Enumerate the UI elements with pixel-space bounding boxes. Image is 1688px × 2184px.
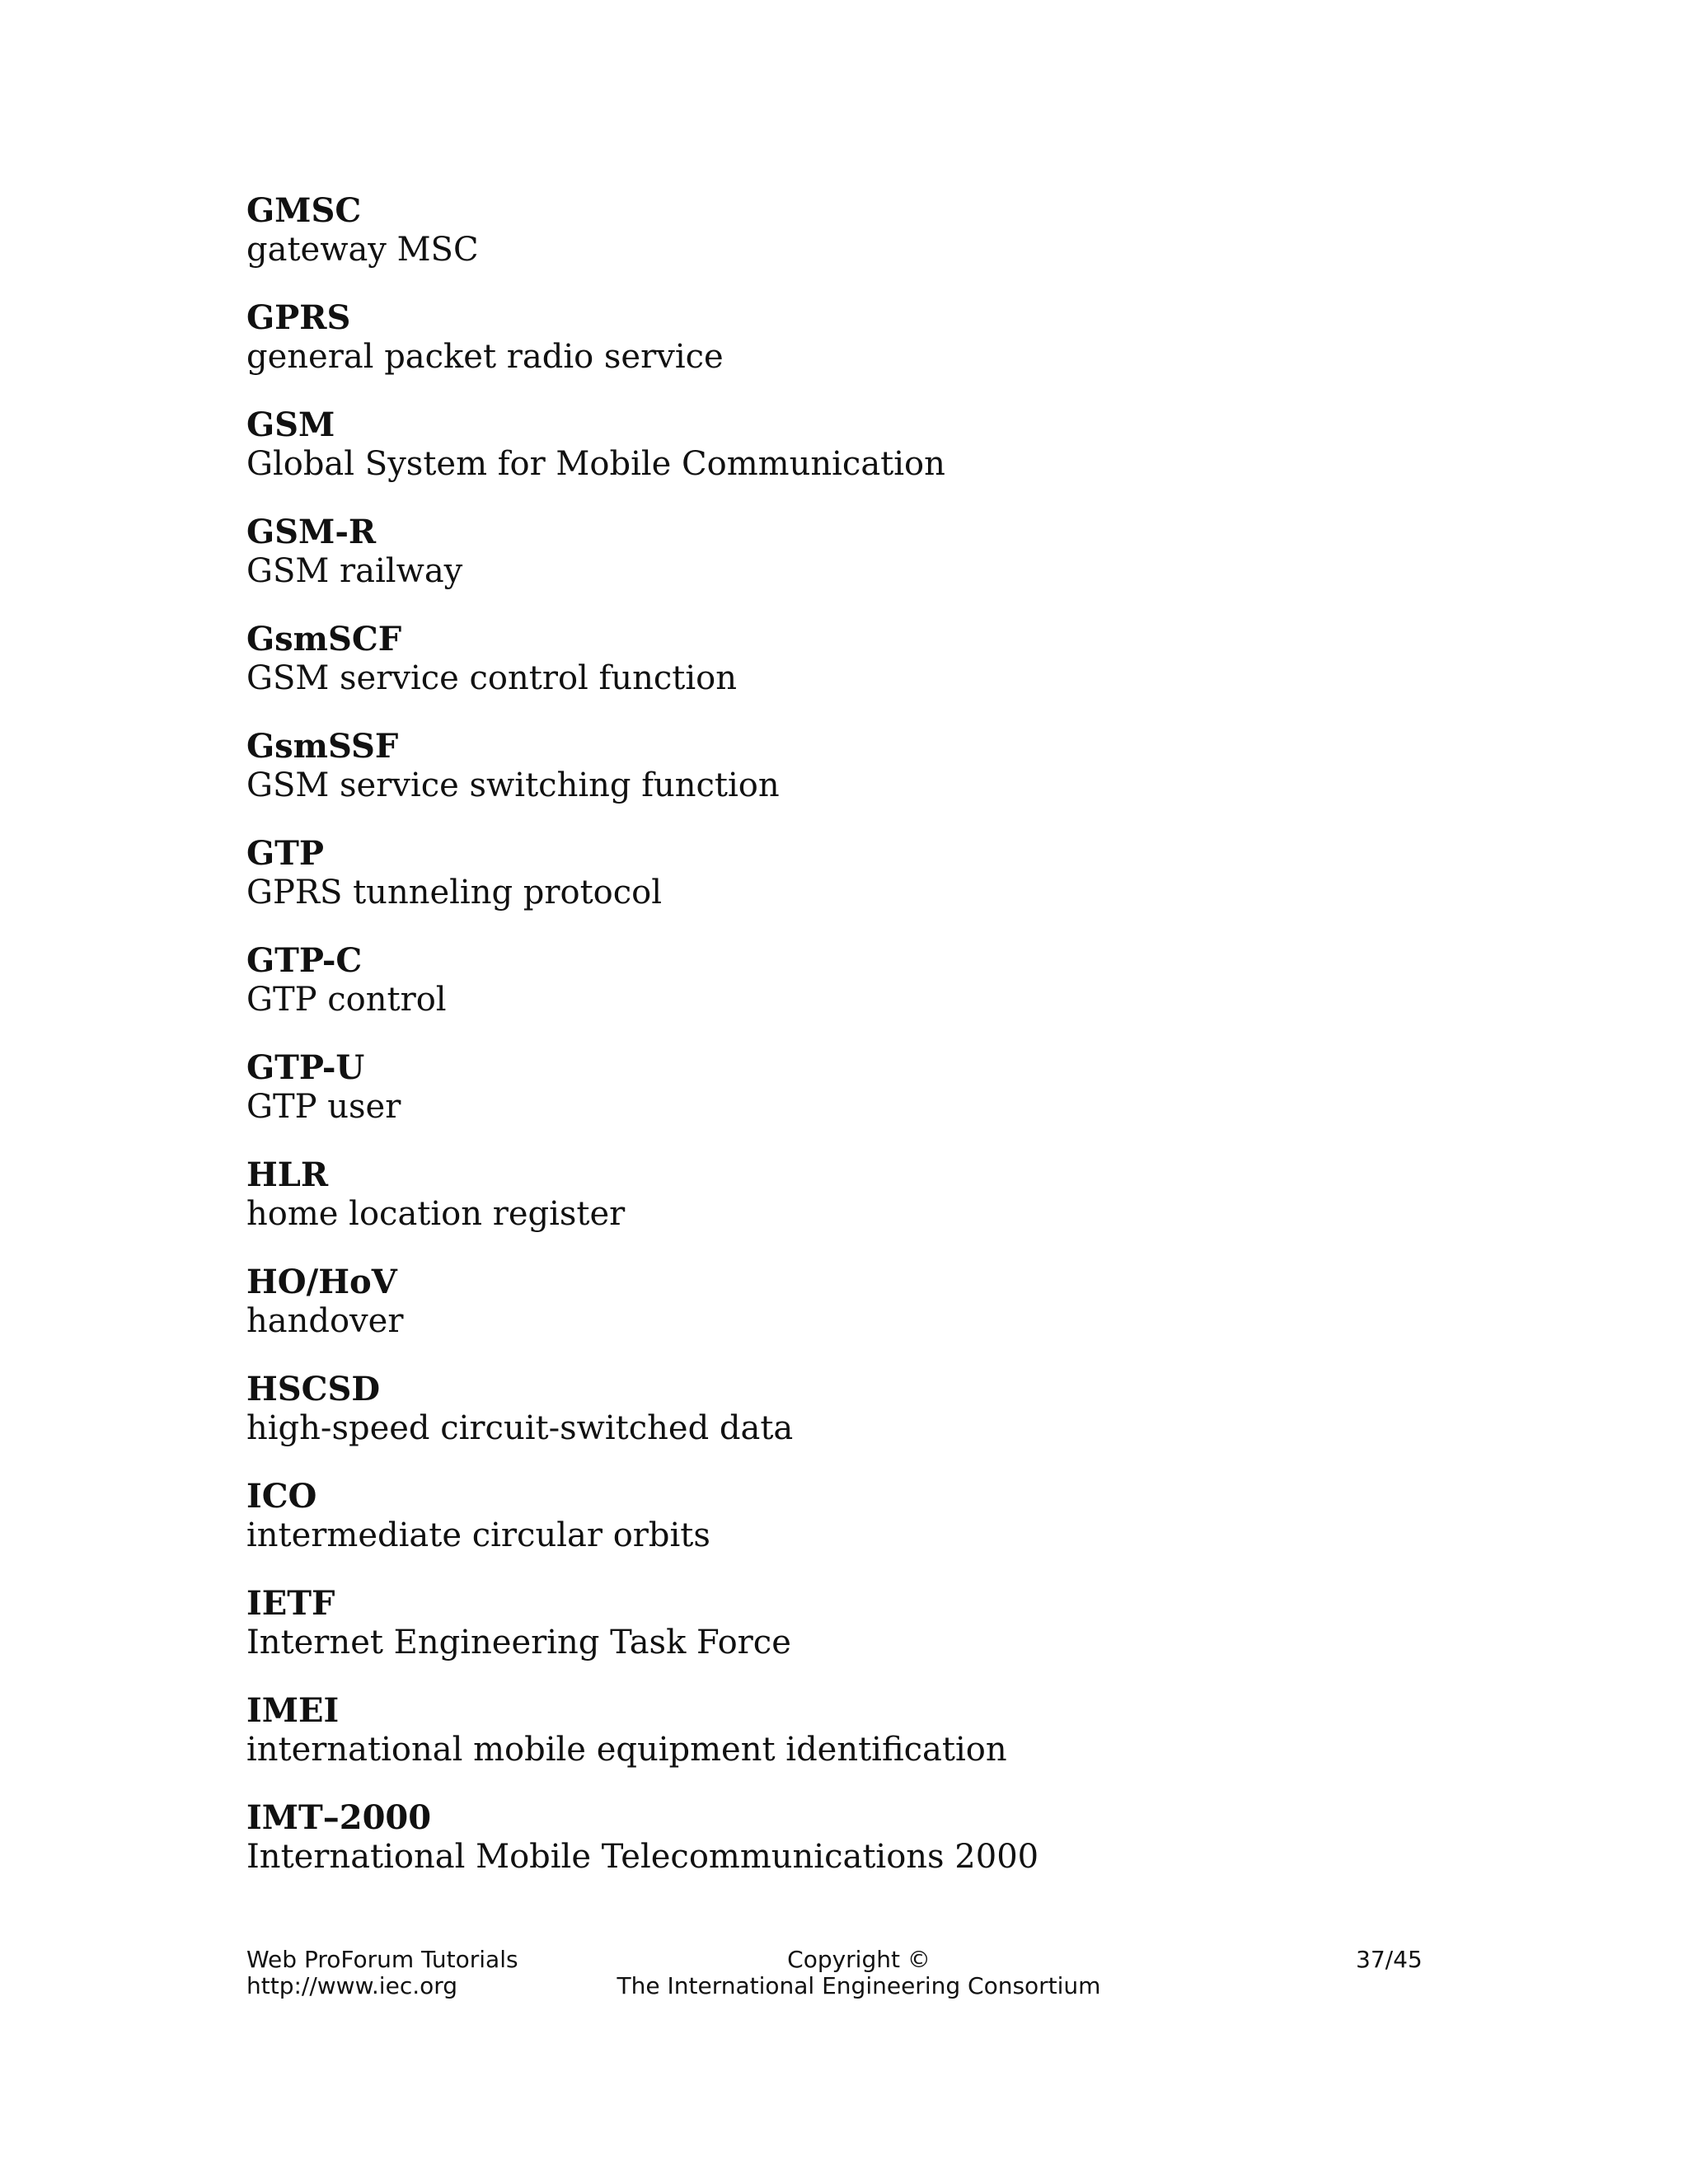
glossary-term: ICO <box>246 1476 317 1516</box>
glossary-term: GSM-R <box>246 512 377 551</box>
glossary-entry <box>246 1798 1483 1905</box>
glossary-definition: high-speed circuit-switched data <box>246 1408 794 1447</box>
glossary-entry <box>246 191 1483 298</box>
glossary-entry <box>246 1584 1483 1691</box>
glossary-term: GMSC <box>246 190 362 230</box>
footer-publisher-name: Web ProForum Tutorials <box>246 1946 518 1973</box>
footer-copyright-holder: The International Engineering Consortium <box>617 1972 1101 1999</box>
glossary-term: GTP-U <box>246 1047 365 1087</box>
glossary-entry <box>246 1155 1483 1263</box>
glossary-term: IETF <box>246 1583 335 1623</box>
glossary-definition: GTP control <box>246 980 447 1019</box>
glossary-entry <box>246 1048 1483 1155</box>
footer-copyright <box>616 1947 1102 1999</box>
glossary-list <box>246 191 1483 1905</box>
glossary-term: GTP-C <box>246 940 363 980</box>
glossary-definition: GSM railway <box>246 551 463 590</box>
glossary-entry <box>246 834 1483 941</box>
glossary-definition: International Mobile Telecommunications 2000 <box>246 1837 1039 1876</box>
glossary-entry <box>246 1477 1483 1584</box>
glossary-definition: handover <box>246 1301 404 1340</box>
glossary-term: GsmSSF <box>246 726 399 766</box>
glossary-entry <box>246 405 1483 513</box>
glossary-term: GSM <box>246 405 335 444</box>
glossary-definition: gateway MSC <box>246 230 479 269</box>
glossary-definition: GSM service control function <box>246 658 737 697</box>
glossary-definition: GPRS tunneling protocol <box>246 873 663 912</box>
glossary-entry <box>246 1691 1483 1798</box>
glossary-entry <box>246 298 1483 405</box>
glossary-term: GsmSCF <box>246 619 402 658</box>
glossary-entry <box>246 513 1483 620</box>
glossary-term: GPRS <box>246 298 351 337</box>
glossary-definition: GTP user <box>246 1087 401 1126</box>
glossary-term: HSCSD <box>246 1369 381 1408</box>
glossary-term: IMT–2000 <box>246 1797 432 1837</box>
footer-website-url: http://www.iec.org <box>246 1972 458 1999</box>
glossary-term: HLR <box>246 1155 329 1194</box>
glossary-entry <box>246 1263 1483 1370</box>
glossary-definition: intermediate circular orbits <box>246 1516 710 1554</box>
glossary-definition: Global System for Mobile Communication <box>246 444 945 483</box>
glossary-definition: international mobile equipment identification <box>246 1730 1007 1769</box>
glossary-entry <box>246 941 1483 1048</box>
glossary-term: GTP <box>246 833 325 873</box>
glossary-term: IMEI <box>246 1690 340 1730</box>
page-number: 37/45 <box>1356 1946 1423 1973</box>
glossary-definition: home location register <box>246 1194 626 1233</box>
footer-copyright-label: Copyright © <box>787 1946 931 1973</box>
glossary-definition: general packet radio service <box>246 337 724 376</box>
glossary-entry <box>246 620 1483 727</box>
glossary-definition: Internet Engineering Task Force <box>246 1623 791 1661</box>
footer-publisher <box>246 1947 518 1999</box>
glossary-definition: GSM service switching function <box>246 766 780 804</box>
glossary-entry <box>246 727 1483 834</box>
glossary-entry <box>246 1370 1483 1477</box>
glossary-term: HO/HoV <box>246 1262 397 1301</box>
